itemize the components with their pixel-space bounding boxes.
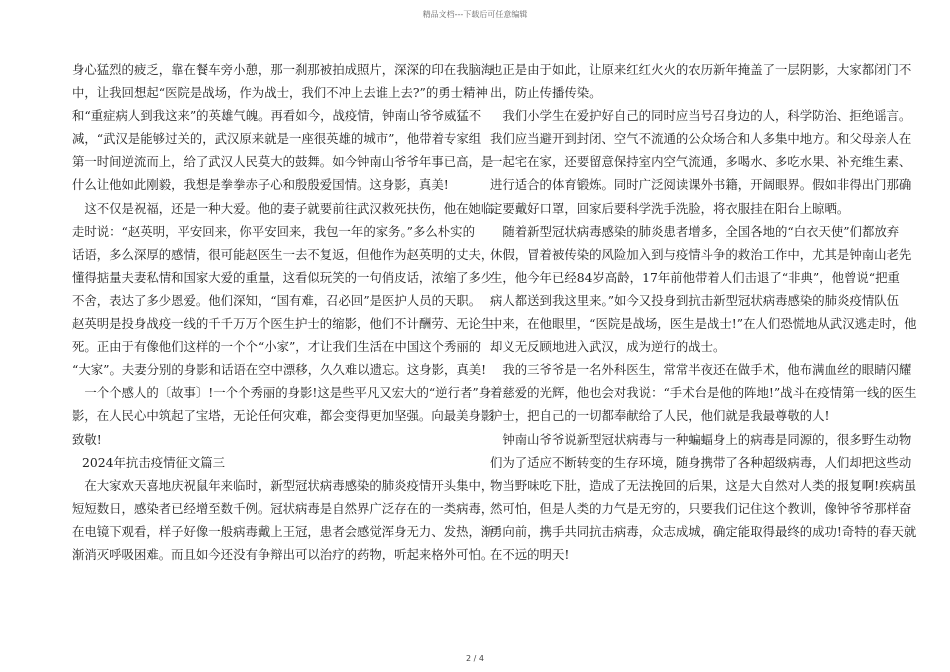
text-line: 减，“武汉是能够过关的，武汉原来就是一座很英雄的城市”，他带着专家组 bbox=[72, 131, 482, 147]
text-line: 在电镜下观看，样子好像一般病毒戴上王冠，患者会感觉浑身无力、发热，渐 bbox=[72, 523, 494, 539]
text-line: 勇向前，携手共同抗击病毒，众志成城，确定能取得最终的成功!奇特的春天就 bbox=[490, 523, 917, 539]
text-line: 中，让我回想起“医院是战场，作为战士，我们不冲上去谁上去?”的勇士精神 bbox=[72, 85, 488, 101]
text-line: 休假，冒着被传染的风险加入到与疫情斗争的救治工作中，尤其是钟南山老先 bbox=[490, 246, 912, 262]
text-line: 在大家欢天喜地庆祝鼠年来临时，新型冠状病毒感染的肺炎疫情开头集中， bbox=[72, 477, 494, 493]
text-line: 钟南山爷爷说新型冠状病毒与一种蝙蝠身上的病毒是同源的，很多野生动物 bbox=[490, 431, 912, 447]
text-line: 我们小学生在爱护好自己的同时应当号召身边的人，科学防治、拒绝谣言。 bbox=[490, 108, 912, 124]
text-line: 定要戴好口罩，回家后要科学洗手洗脸，将衣服挂在阳台上晾晒。 bbox=[490, 200, 850, 216]
text-line: 在不远的明天! bbox=[490, 546, 570, 562]
text-line: 出，防止传播传染。 bbox=[490, 85, 602, 101]
section-heading: 2024年抗击疫情征文篇三 bbox=[82, 454, 226, 470]
text-line: 渐消灭呼吸困难。而且如今还没有争辩出可以治疗的药物，听起来格外可怕。 bbox=[72, 546, 494, 562]
text-line: 一起宅在家，还要留意保持室内空气流通，多喝水、多吃水果、补充维生素、 bbox=[490, 154, 912, 170]
text-line: 第一时间逆流而上，给了武汉人民莫大的鼓舞。如今钟南山爷爷年事已高，是 bbox=[72, 154, 494, 170]
text-line: 一个个感人的〔故事〕!一个个秀丽的身影!这是些平凡又宏大的“逆行者”身 bbox=[72, 385, 492, 401]
text-line: 懂得掂量夫妻私情和国家大爱的重量，这看似玩笑的一句俏皮话，浓缩了多少 bbox=[72, 269, 494, 285]
text-line: 中来，在他眼里，“医院是战场，医生是战士!”在人们恐慌地从武汉逃走时，他 bbox=[490, 316, 917, 332]
right-column bbox=[490, 58, 917, 566]
page-number: 2 / 4 bbox=[466, 654, 484, 663]
text-line: 走时说：“赵英明，平安回来，你平安回来，我包一年的家务。”多么朴实的 bbox=[72, 223, 475, 239]
text-line: 着慈爱的光辉，他也会对我说：“手术台是他的阵地!”战斗在疫情第一线的医生 bbox=[490, 385, 917, 401]
text-line: 这不仅是祝福，还是一种大爱。他的妻子就要前往武汉救死扶伤，他在她临 bbox=[72, 200, 494, 216]
text-line: 物当野味吃下肚，造成了无法挽回的后果，这是大自然对人类的报复啊!疾病虽 bbox=[490, 477, 917, 493]
text-line: 影，在人民心中筑起了宝塔，无论任何灾难，都会变得更加坚强。向最美身影 bbox=[72, 408, 494, 424]
left-column bbox=[72, 58, 494, 566]
text-line: 然可怕，但是人类的力气是无穷的，只要我们记住这个教训，像钟爷爷那样奋 bbox=[490, 500, 912, 516]
text-line: 赵英明是投身战疫一线的千千万万个医生护士的缩影，他们不计酬劳、无论生 bbox=[72, 316, 494, 332]
text-line: 什么让他如此刚毅，我想是拳拳赤子心和殷殷爱国情。这身影，真美! bbox=[72, 177, 449, 193]
text-line: 短短数日，感染者已经增至数千例。冠状病毒是自然界广泛存在的一类病毒， bbox=[72, 500, 494, 516]
text-line: 随着新型冠状病毒感染的肺炎患者增多，全国各地的“白衣天使”们都放弃 bbox=[490, 223, 900, 239]
text-line: 和“重症病人到我这来”的英雄气魄。再看如今，战疫情，钟南山爷爷威猛不 bbox=[72, 108, 482, 124]
text-line: 话语，多么深厚的感情，很可能赵医生一去不复返，但他作为赵英明的丈夫， bbox=[72, 246, 494, 262]
text-line: 护士，把自己的一切都奉献给了人民，他们就是我最尊敬的人! bbox=[490, 408, 830, 424]
text-line: “大家”。夫妻分别的身影和话语在空中漂移，久久难以遗忘。这身影，真美! bbox=[72, 362, 487, 378]
text-line: 致敬! bbox=[72, 431, 102, 447]
text-line: 身心猛烈的疲乏，靠在餐车旁小憩，那一刹那被拍成照片，深深的印在我脑海 bbox=[72, 62, 494, 77]
text-line: 我们应当避开到封闭、空气不流通的公众场合和人多集中地方。和父母亲人在 bbox=[490, 131, 912, 147]
text-line: 死。正由于有像他们这样的一个个“小家”，才让我们生活在中国这个秀丽的 bbox=[72, 339, 482, 355]
text-line: 我的三爷爷是一名外科医生，常常半夜还在做手术，他布满血丝的眼睛闪耀 bbox=[490, 362, 912, 378]
text-line: 不舍，表达了多少恩爱。他们深知，“国有难，召必回”是医护人员的天职。 bbox=[72, 292, 482, 308]
text-line: 却义无反顾地进入武汉，成为逆行的战士。 bbox=[490, 339, 726, 355]
text-line: 病人都送到我这里来。”如今又投身到抗击新型冠状病毒感染的肺炎疫情队伍 bbox=[490, 292, 900, 308]
text-line: 也正是由于如此，让原来红红火火的农历新年掩盖了一层阴影，大家都闭门不 bbox=[490, 62, 912, 77]
text-line: 们为了适应不断转变的生存环境，随身携带了各种超级病毒，人们却把这些动 bbox=[490, 454, 912, 470]
text-line: 生，他今年已经84岁高龄，17年前他带着人们击退了“非典”，他曾说“把重 bbox=[490, 269, 900, 285]
text-line: 进行适合的体育锻炼。同时广泛阅读课外书籍，开阔眼界。假如非得出门那确 bbox=[490, 177, 912, 193]
page-header: 精品文档---下载后可任意编辑 bbox=[422, 10, 528, 19]
